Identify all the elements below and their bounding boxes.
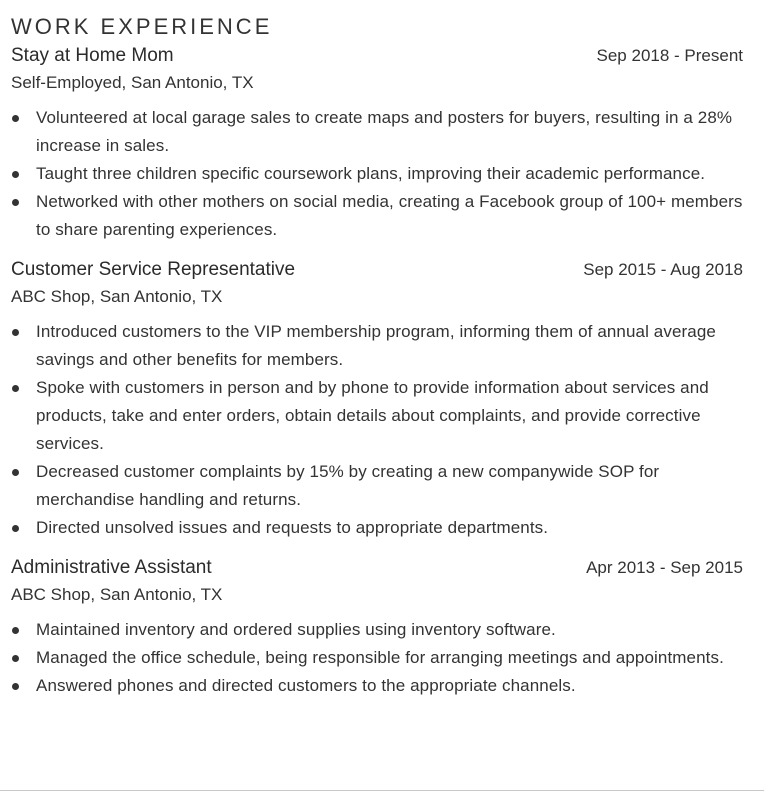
bullet-item: [11, 374, 743, 458]
job-entry: [11, 256, 743, 542]
bullet-item: [11, 160, 743, 188]
bullet-dot-icon: [12, 385, 19, 392]
job-company: ABC Shop, San Antonio, TX: [11, 585, 223, 604]
bullet-text: Maintained inventory and ordered supplies using inventory software.: [36, 620, 556, 639]
job-header: [11, 554, 743, 582]
bullet-text: Volunteered at local garage sales to create maps and posters for buyers, resulting in a 28% increase in sales.: [36, 108, 733, 155]
bullet-dot-icon: [12, 525, 19, 532]
job-header: [11, 42, 743, 70]
job-entry: [11, 42, 743, 244]
job-dates: Apr 2013 - Sep 2015: [586, 558, 743, 577]
job-company: Self-Employed, San Antonio, TX: [11, 73, 254, 92]
job-entry: [11, 554, 743, 700]
bullet-item: [11, 458, 743, 514]
job-company: ABC Shop, San Antonio, TX: [11, 287, 223, 306]
bullet-item: [11, 644, 743, 672]
bullet-text: Directed unsolved issues and requests to appropriate departments.: [36, 518, 549, 537]
bullet-dot-icon: [12, 627, 19, 634]
resume-page: [11, 0, 743, 700]
bullet-text: Spoke with customers in person and by phone to provide information about services and products, take and enter orders, obtain details about complaints, and provide corrective services.: [36, 378, 709, 453]
bullet-text: Introduced customers to the VIP membership program, informing them of annual average savings and other benefits for members.: [36, 322, 716, 369]
bullet-dot-icon: [12, 171, 19, 178]
bullet-text: Answered phones and directed customers to the appropriate channels.: [36, 676, 576, 695]
job-bullets: [11, 310, 743, 542]
bullet-dot-icon: [12, 655, 19, 662]
bullet-item: [11, 188, 743, 244]
bullet-item: [11, 514, 743, 542]
job-bullets: [11, 608, 743, 700]
section-title: WORK EXPERIENCE: [11, 14, 273, 39]
bullet-dot-icon: [12, 469, 19, 476]
job-title: Customer Service Representative: [11, 259, 296, 280]
job-header: [11, 256, 743, 284]
job-title: Administrative Assistant: [11, 557, 212, 578]
bullet-text: Taught three children specific coursework plans, improving their academic performance.: [36, 164, 706, 183]
bullet-text: Managed the office schedule, being responsible for arranging meetings and appointments.: [36, 648, 724, 667]
bullet-text: Decreased customer complaints by 15% by creating a new companywide SOP for merchandise handling and returns.: [36, 462, 660, 509]
bullet-dot-icon: [12, 115, 19, 122]
job-title: Stay at Home Mom: [11, 45, 174, 66]
bullet-dot-icon: [12, 199, 19, 206]
bullet-item: [11, 672, 743, 700]
bullet-text: Networked with other mothers on social media, creating a Facebook group of 100+ members to share parenting experiences.: [36, 192, 743, 239]
bullet-dot-icon: [12, 329, 19, 336]
bullet-dot-icon: [12, 683, 19, 690]
job-bullets: [11, 96, 743, 244]
bullet-item: [11, 318, 743, 374]
job-dates: Sep 2018 - Present: [596, 46, 743, 65]
bullet-item: [11, 616, 743, 644]
job-dates: Sep 2015 - Aug 2018: [583, 260, 743, 279]
bottom-divider: [0, 790, 764, 791]
bullet-item: [11, 104, 743, 160]
